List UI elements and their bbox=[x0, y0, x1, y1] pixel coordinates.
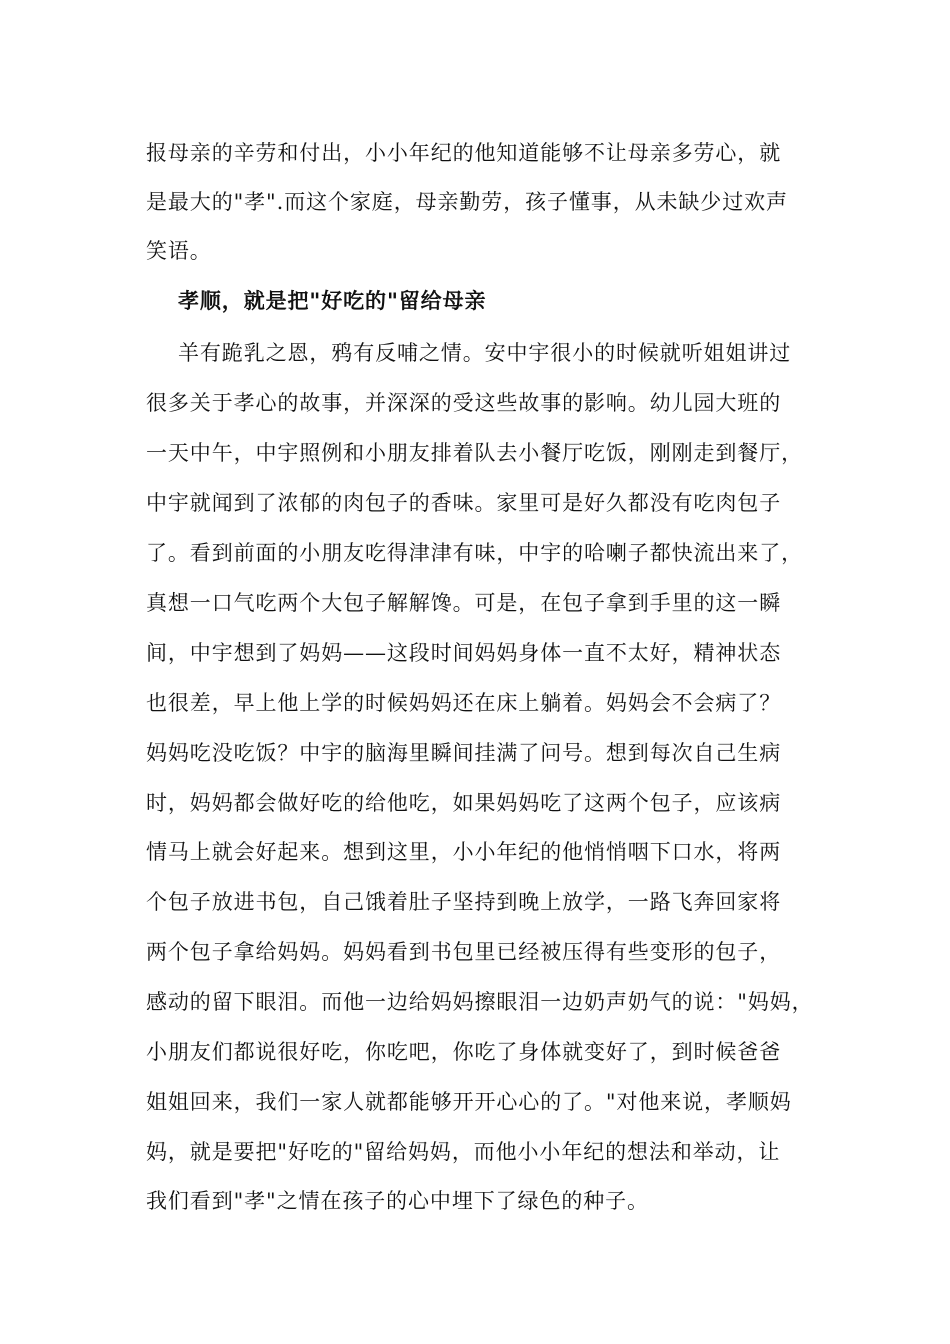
paragraph-line: 了。看到前面的小朋友吃得津津有味，中宇的哈喇子都快流出来了， bbox=[146, 541, 803, 565]
paragraph-line: 感动的留下眼泪。而他一边给妈妈擦眼泪一边奶声奶气的说："妈妈， bbox=[146, 990, 814, 1014]
paragraph-line: 个包子放进书包，自己饿着肚子坚持到晚上放学，一路飞奔回家将 bbox=[146, 890, 782, 914]
paragraph-line: 一天中午，中宇照例和小朋友排着队去小餐厅吃饭，刚刚走到餐厅， bbox=[146, 441, 803, 465]
paragraph-line: 也很差，早上他上学的时候妈妈还在床上躺着。妈妈会不会病了？ bbox=[146, 691, 782, 715]
paragraph-line: 中宇就闻到了浓郁的肉包子的香味。家里可是好久都没有吃肉包子 bbox=[146, 491, 782, 515]
paragraph-line: 很多关于孝心的故事，并深深的受这些故事的影响。幼儿园大班的 bbox=[146, 391, 782, 415]
paragraph-line: 姐姐回来，我们一家人就都能够开开心心的了。"对他来说，孝顺妈 bbox=[146, 1090, 792, 1114]
paragraph-line: 我们看到"孝"之情在孩子的心中埋下了绿色的种子。 bbox=[146, 1189, 649, 1213]
paragraph-line: 真想一口气吃两个大包子解解馋。可是，在包子拿到手里的这一瞬 bbox=[146, 591, 782, 615]
paragraph-line: 妈妈吃没吃饭？中宇的脑海里瞬间挂满了问号。想到每次自己生病 bbox=[146, 741, 782, 765]
paragraph-line: 时，妈妈都会做好吃的给他吃，如果妈妈吃了这两个包子，应该病 bbox=[146, 791, 782, 815]
paragraph-line: 羊有跪乳之恩，鸦有反哺之情。安中宇很小的时候就听姐姐讲过 bbox=[178, 341, 792, 365]
paragraph-line: 小朋友们都说很好吃，你吃吧，你吃了身体就变好了，到时候爸爸 bbox=[146, 1040, 782, 1064]
paragraph-line: 笑语。 bbox=[146, 239, 212, 263]
section-heading: 孝顺，就是把"好吃的"留给母亲 bbox=[178, 288, 487, 313]
paragraph-line: 报母亲的辛劳和付出，小小年纪的他知道能够不让母亲多劳心，就 bbox=[146, 141, 782, 165]
paragraph-line: 妈，就是要把"好吃的"留给妈妈，而他小小年纪的想法和举动，让 bbox=[146, 1140, 781, 1164]
paragraph-line: 两个包子拿给妈妈。妈妈看到书包里已经被压得有些变形的包子， bbox=[146, 940, 782, 964]
paragraph-line: 是最大的"孝".而这个家庭，母亲勤劳，孩子懂事，从未缺少过欢声 bbox=[146, 190, 788, 214]
paragraph-line: 情马上就会好起来。想到这里，小小年纪的他悄悄咽下口水，将两 bbox=[146, 840, 782, 864]
paragraph-line: 间，中宇想到了妈妈——这段时间妈妈身体一直不太好，精神状态 bbox=[146, 641, 782, 665]
